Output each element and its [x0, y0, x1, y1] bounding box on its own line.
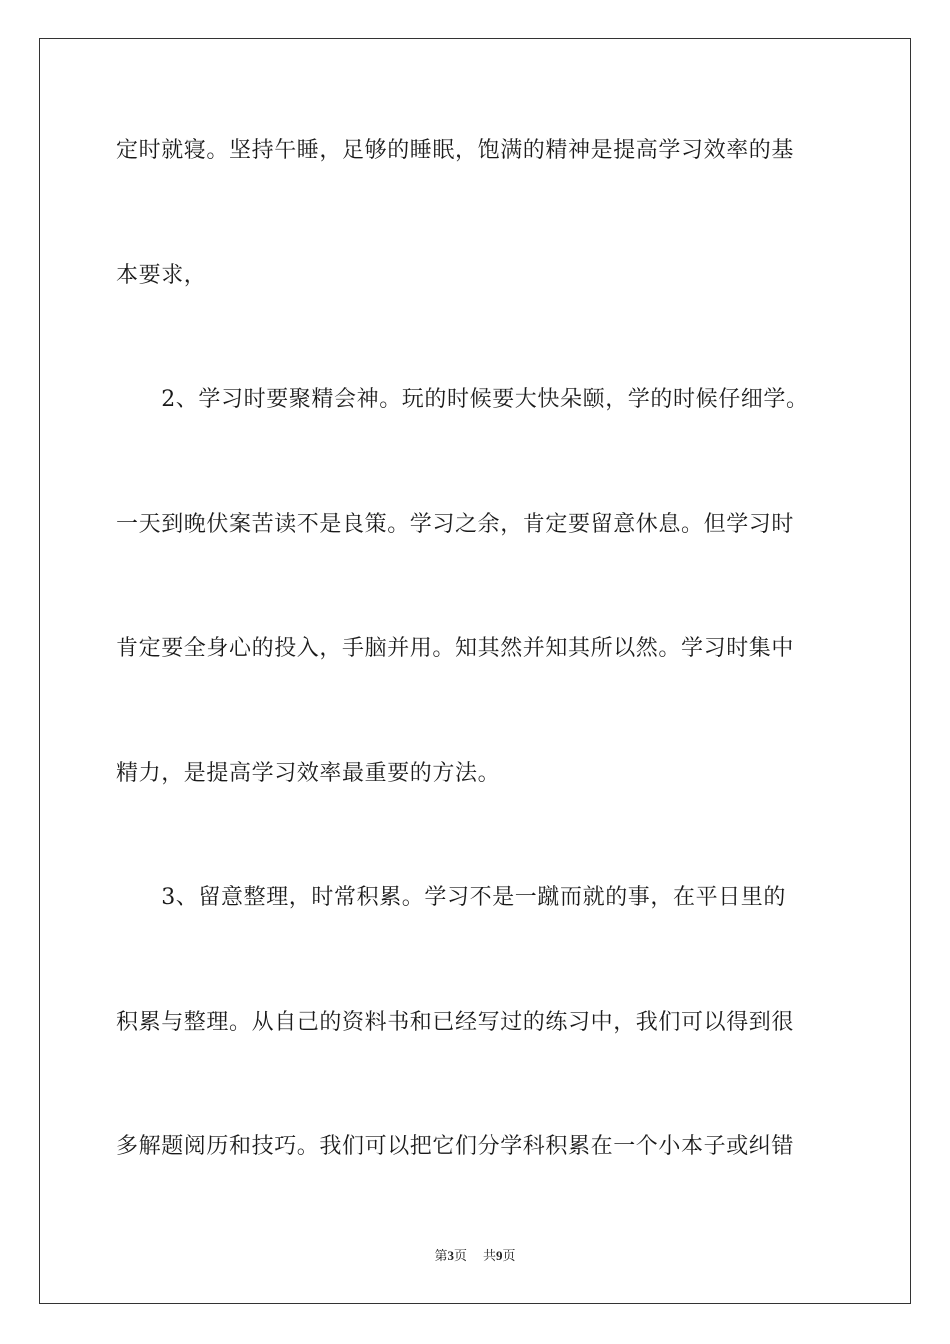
text-line-2: 本要求， — [116, 263, 207, 288]
text-line-9: 多解题阅历和技巧。我们可以把它们分学科积累在一个小本子或纠错 — [116, 1134, 795, 1159]
text-line-4: 一天到晚伏案苦读不是良策。学习之余，肯定要留意休息。但学习时 — [116, 512, 795, 537]
text-line-7: 3、留意整理，时常积累。学习不是一蹴而就的事，在平日里的 — [116, 885, 786, 910]
page-border — [39, 38, 911, 1304]
text-line-6: 精力，是提高学习效率最重要的方法。 — [116, 761, 501, 786]
footer-page-current: 3 — [447, 1248, 454, 1263]
footer-total-suffix: 页 — [502, 1249, 516, 1264]
text-line-1: 定时就寝。坚持午睡，足够的睡眠，饱满的精神是提高学习效率的基 — [116, 138, 795, 163]
page-footer — [0, 1248, 950, 1265]
text-line-8: 积累与整理。从自己的资料书和已经写过的练习中，我们可以得到很 — [116, 1010, 795, 1035]
footer-page-total: 9 — [496, 1248, 503, 1263]
text-line-5: 肯定要全身心的投入，手脑并用。知其然并知其所以然。学习时集中 — [116, 636, 795, 661]
footer-page-prefix: 第 — [434, 1249, 448, 1264]
footer-page-suffix: 页 — [453, 1249, 467, 1264]
text-line-3: 2、学习时要聚精会神。玩的时候要大快朵颐，学的时候仔细学。 — [116, 387, 809, 412]
footer-total-prefix: 共 — [483, 1249, 497, 1264]
